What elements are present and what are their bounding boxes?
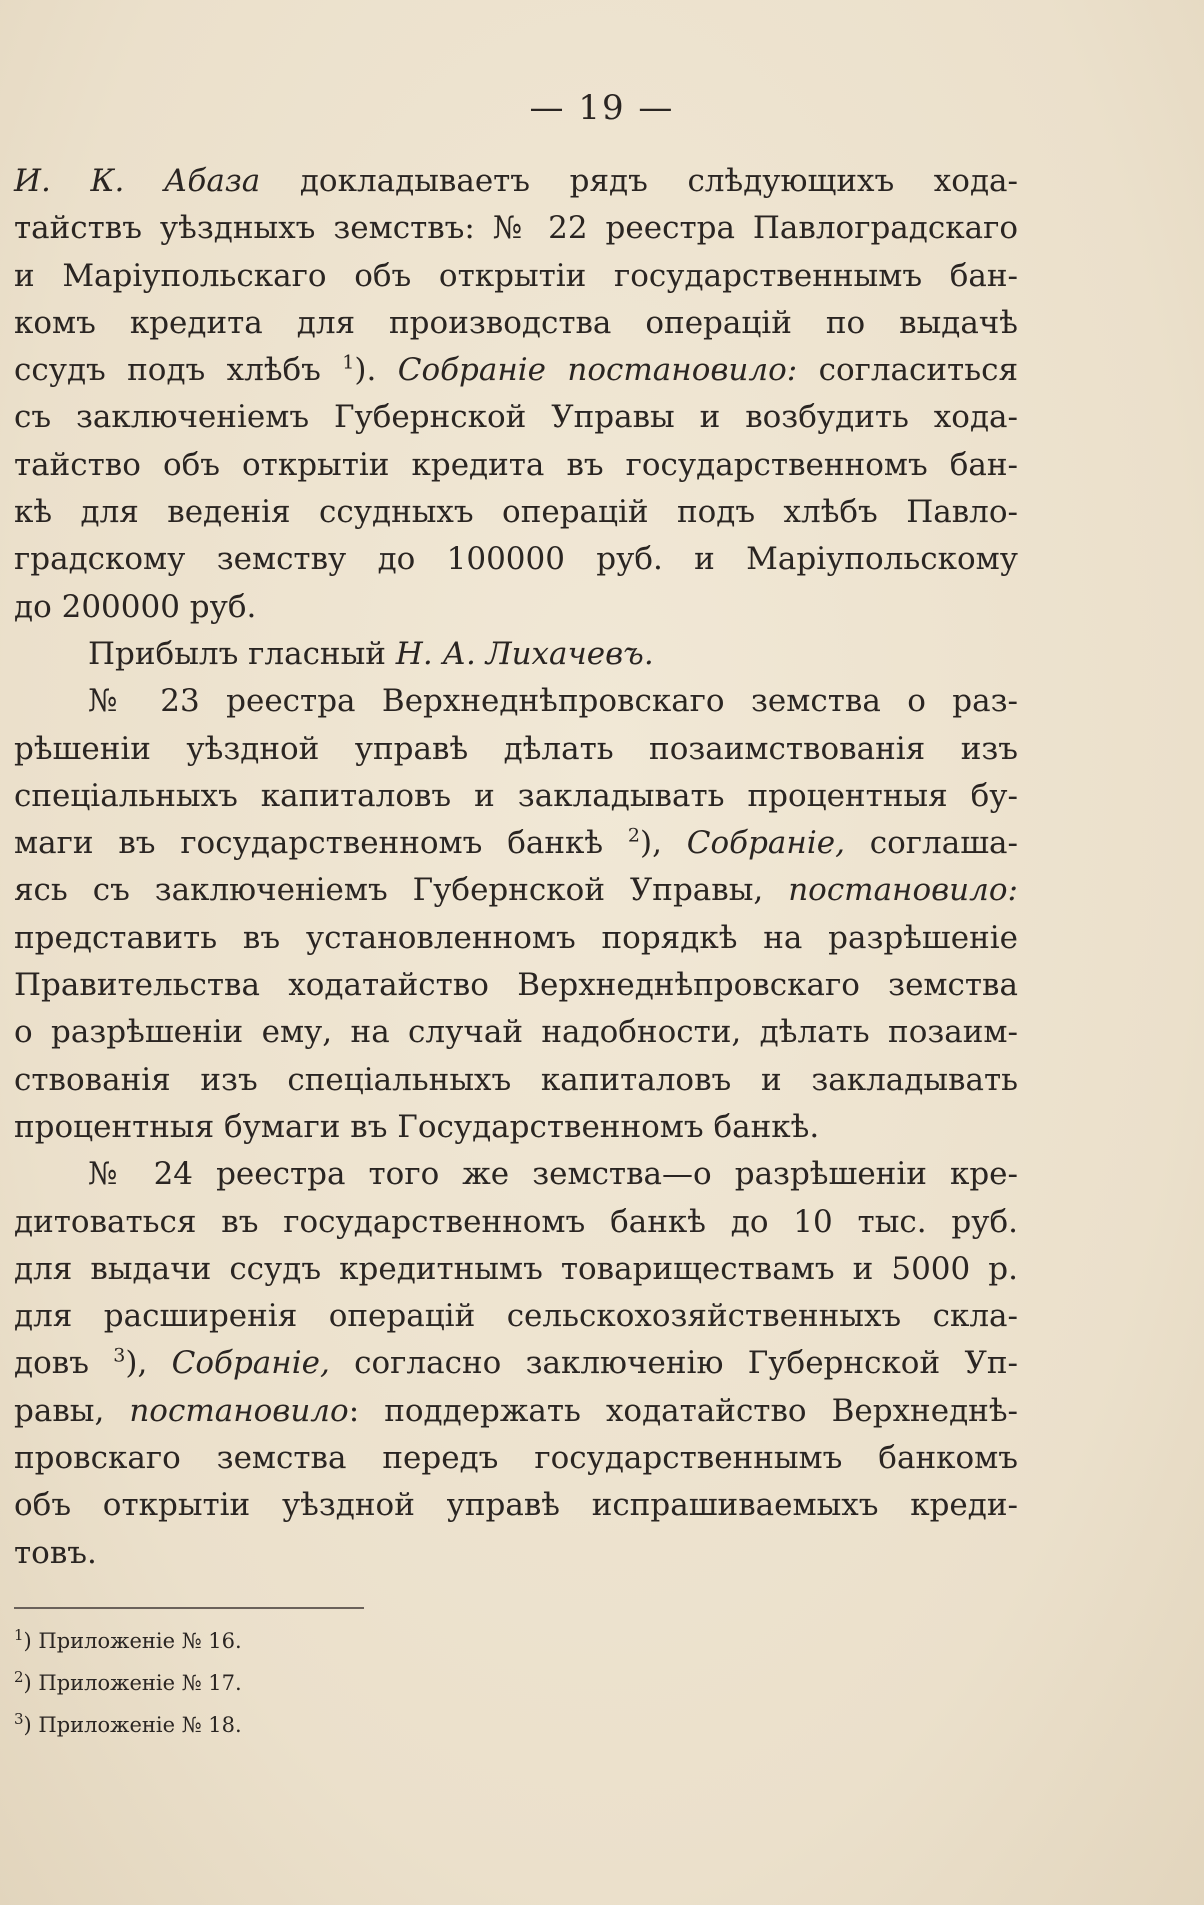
text-segment: объ открытіи уѣздной управѣ испрашиваемыхъ креди-	[14, 1487, 1018, 1524]
footnotes	[14, 1620, 514, 1746]
text-segment: Прибылъ гласный	[88, 635, 396, 672]
footnote-text: ) Приложеніе № 16.	[23, 1629, 242, 1653]
italic-text: Собраніе,	[686, 825, 845, 862]
text-segment: товъ.	[14, 1534, 97, 1571]
text-segment: и Маріупольскаго объ открытіи государственнымъ бан-	[14, 257, 1018, 294]
text-line	[14, 678, 1018, 725]
italic-text: Собраніе постановило:	[397, 352, 798, 389]
text-line	[14, 300, 1018, 347]
text-segment: согласно заключенію Губернской Уп-	[329, 1345, 1018, 1382]
text-segment: рѣшеніи уѣздной управѣ дѣлать позаимствованія изъ	[14, 730, 1018, 767]
text-line	[14, 158, 1018, 205]
italic-text: И. К. Абаза	[14, 163, 261, 199]
italic-text: постановило	[129, 1392, 349, 1429]
footnote-mark: 2	[14, 1668, 24, 1686]
text-line	[14, 631, 1018, 678]
text-line	[14, 1057, 1018, 1104]
text-line	[14, 1530, 1018, 1577]
text-line	[14, 1482, 1018, 1529]
text-segment: соглаша-	[844, 825, 1018, 862]
text-segment: спеціальныхъ капиталовъ и закладывать процентныя бу-	[14, 777, 1018, 814]
text-line	[14, 773, 1018, 820]
footnote	[14, 1704, 514, 1746]
text-segment: кѣ для веденія ссудныхъ операцій подъ хлѣбъ Павло-	[14, 494, 1018, 531]
text-line	[14, 1435, 1018, 1482]
text-line	[14, 584, 1018, 631]
italic-text: постановило:	[788, 872, 1018, 909]
text-segment: № 24 реестра того же земства—о разрѣшеніи кре-	[88, 1156, 1018, 1193]
text-segment: для расширенія операцій сельскохозяйственныхъ скла-	[14, 1298, 1018, 1335]
text-segment: градскому земству до 100000 руб. и Маріупольскому	[14, 541, 1018, 578]
footnote-ref: 3	[113, 1345, 126, 1368]
footnote	[14, 1620, 514, 1662]
text-line	[14, 1104, 1018, 1151]
text-segment: съ заключеніемъ Губернской Управы и возбудить хода-	[14, 399, 1018, 436]
text-segment: тайство объ открытіи кредита въ государственномъ бан-	[14, 446, 1018, 483]
footnote-ref: 2	[627, 824, 640, 847]
text-segment: комъ кредита для производства операцій по выдачѣ	[14, 304, 1018, 341]
footnote-mark: 3	[14, 1710, 24, 1728]
text-line	[14, 489, 1018, 536]
text-segment: ),	[125, 1345, 172, 1382]
text-segment: довъ	[14, 1345, 114, 1382]
text-line	[14, 253, 1018, 300]
text-line	[14, 442, 1018, 489]
footnote	[14, 1662, 514, 1704]
text-line	[14, 347, 1018, 394]
text-segment: представить въ установленномъ порядкѣ на разрѣшеніе	[14, 919, 1018, 956]
text-line	[14, 1246, 1018, 1293]
text-segment: дитоваться въ государственномъ банкѣ до 10 тыс. руб.	[14, 1203, 1018, 1240]
text-line	[14, 726, 1018, 773]
text-segment: равы,	[14, 1392, 130, 1429]
page-number: — 19 —	[529, 88, 675, 128]
footnote-rule	[14, 1607, 364, 1609]
text-segment: : поддержать ходатайство Верхнеднѣ-	[348, 1392, 1018, 1429]
main-text	[14, 158, 1018, 1577]
text-line	[14, 205, 1018, 252]
text-segment: ),	[640, 825, 687, 862]
text-segment: маги въ государственномъ банкѣ	[14, 825, 628, 862]
text-segment: ссудъ подъ хлѣбъ	[14, 352, 343, 389]
text-line	[14, 1388, 1018, 1435]
text-segment: провскаго земства передъ государственнымъ банкомъ	[14, 1440, 1018, 1477]
footnote-text: ) Приложеніе № 18.	[23, 1713, 242, 1737]
text-line	[14, 1009, 1018, 1056]
text-segment: докладываетъ рядъ слѣдующихъ хода-	[260, 163, 1018, 199]
footnote-ref: 1	[342, 351, 355, 374]
footnote-mark: 1	[14, 1626, 24, 1644]
footnote-text: ) Приложеніе № 17.	[23, 1671, 242, 1695]
text-segment: ).	[354, 352, 398, 389]
text-line	[14, 536, 1018, 583]
text-line	[14, 915, 1018, 962]
italic-text: Собраніе,	[171, 1345, 330, 1382]
text-line	[14, 1293, 1018, 1340]
text-line	[14, 1199, 1018, 1246]
text-segment: тайствъ уѣздныхъ земствъ: № 22 реестра Павлоградскаго	[14, 210, 1018, 247]
text-segment: ясь съ заключеніемъ Губернской Управы,	[14, 872, 789, 909]
text-line	[14, 1340, 1018, 1387]
text-line	[14, 867, 1018, 914]
text-segment: № 23 реестра Верхнеднѣпровскаго земства о раз-	[88, 683, 1018, 720]
text-segment: Правительства ходатайство Верхнеднѣпровскаго земства	[14, 967, 1018, 1004]
text-segment: процентныя бумаги въ Государственномъ банкѣ.	[14, 1108, 820, 1145]
text-line	[14, 962, 1018, 1009]
text-segment: до 200000 руб.	[14, 588, 257, 625]
text-segment: о разрѣшеніи ему, на случай надобности, дѣлать позаим-	[14, 1014, 1018, 1051]
text-line	[14, 1151, 1018, 1198]
italic-text: Н. А. Лихачевъ.	[395, 635, 654, 672]
text-line	[14, 820, 1018, 867]
text-segment: согласиться	[797, 352, 1019, 389]
text-segment: ствованія изъ спеціальныхъ капиталовъ и закладывать	[14, 1061, 1018, 1098]
text-segment: для выдачи ссудъ кредитнымъ товариществамъ и 5000 р.	[14, 1250, 1018, 1287]
text-line	[14, 394, 1018, 441]
